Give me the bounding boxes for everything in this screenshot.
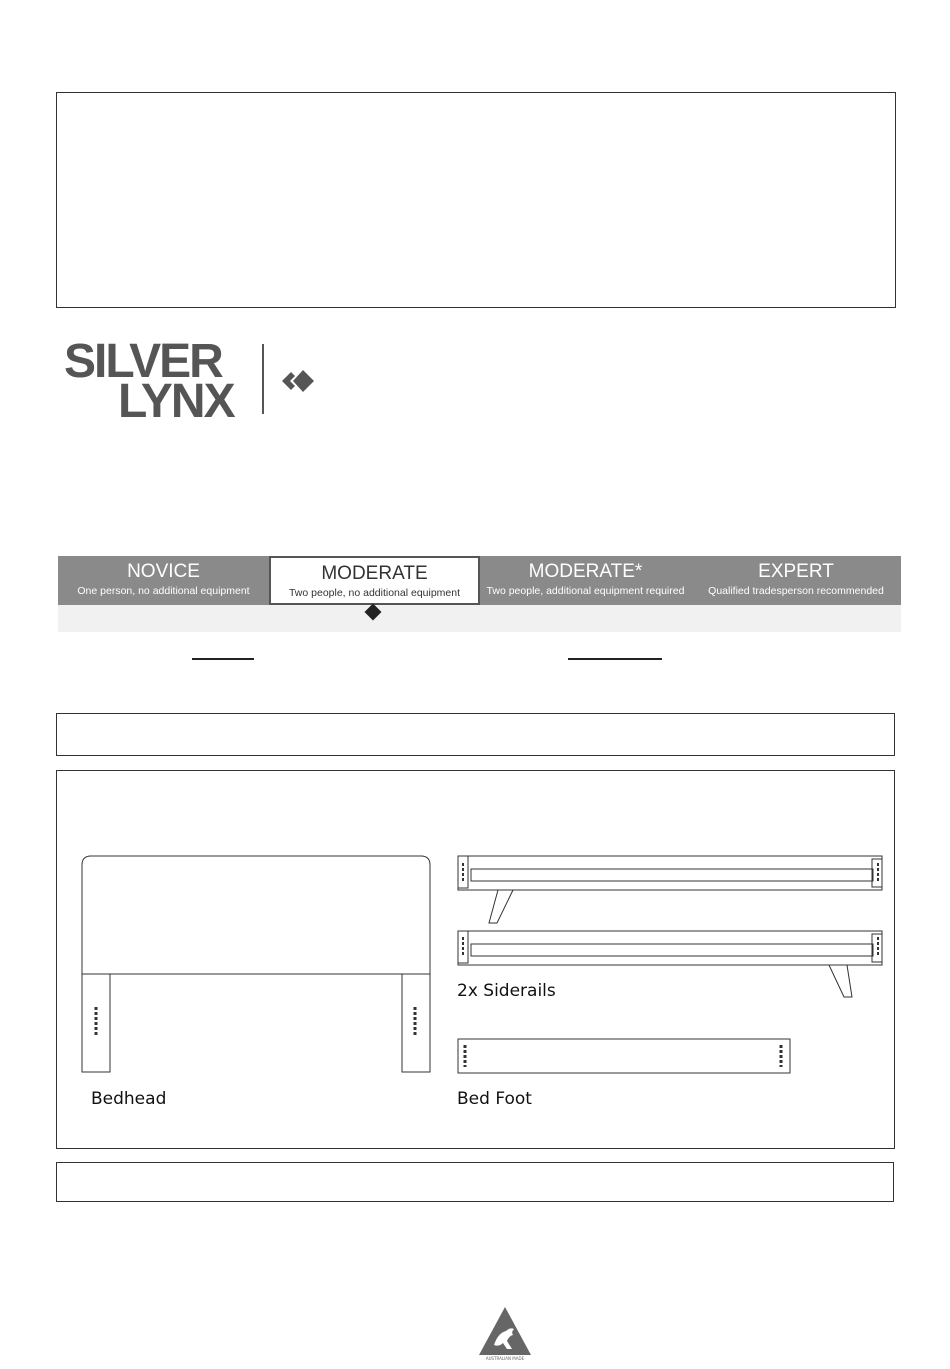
logo-word-lynx: LYNX — [118, 375, 234, 428]
fill-in-blank-2 — [568, 658, 662, 660]
difficulty-scale-base — [58, 604, 901, 632]
australian-made-logo-icon — [476, 1305, 534, 1361]
notes-box — [56, 1162, 894, 1202]
difficulty-level-novice — [58, 556, 269, 605]
difficulty-level-moderate-equipment — [480, 556, 691, 605]
badge-text: AUSTRALIAN MADE — [485, 1356, 525, 1361]
bedhead-drawing — [82, 856, 430, 1072]
bedfoot-drawing — [458, 1039, 790, 1073]
level-name: MODERATE — [321, 563, 428, 584]
part-label-bedhead: Bedhead — [91, 1089, 167, 1109]
logo-divider — [262, 344, 264, 414]
fill-in-blank-1 — [192, 658, 254, 660]
part-label-siderails: 2x Siderails — [457, 981, 556, 1001]
level-name: EXPERT — [758, 561, 834, 582]
level-name: NOVICE — [127, 561, 200, 582]
logo-diamond-mark-icon — [280, 366, 316, 396]
parts-list-box — [56, 770, 895, 1149]
difficulty-scale — [58, 556, 901, 632]
level-name: MODERATE* — [528, 561, 643, 582]
logo-word-silver: SILVER — [64, 335, 222, 388]
difficulty-level-moderate — [269, 556, 480, 605]
difficulty-level-expert — [691, 556, 901, 605]
level-description: Qualified tradesperson recommended — [708, 585, 884, 597]
info-box — [56, 713, 895, 756]
level-description: One person, no additional equipment — [77, 585, 250, 597]
header-info-box — [56, 92, 896, 308]
level-description: Two people, no additional equipment — [288, 587, 461, 599]
level-description: Two people, additional equipment required — [486, 585, 685, 597]
siderail-drawing-1 — [458, 856, 882, 923]
part-label-bedfoot: Bed Foot — [457, 1089, 532, 1109]
brand-logo — [64, 335, 324, 428]
